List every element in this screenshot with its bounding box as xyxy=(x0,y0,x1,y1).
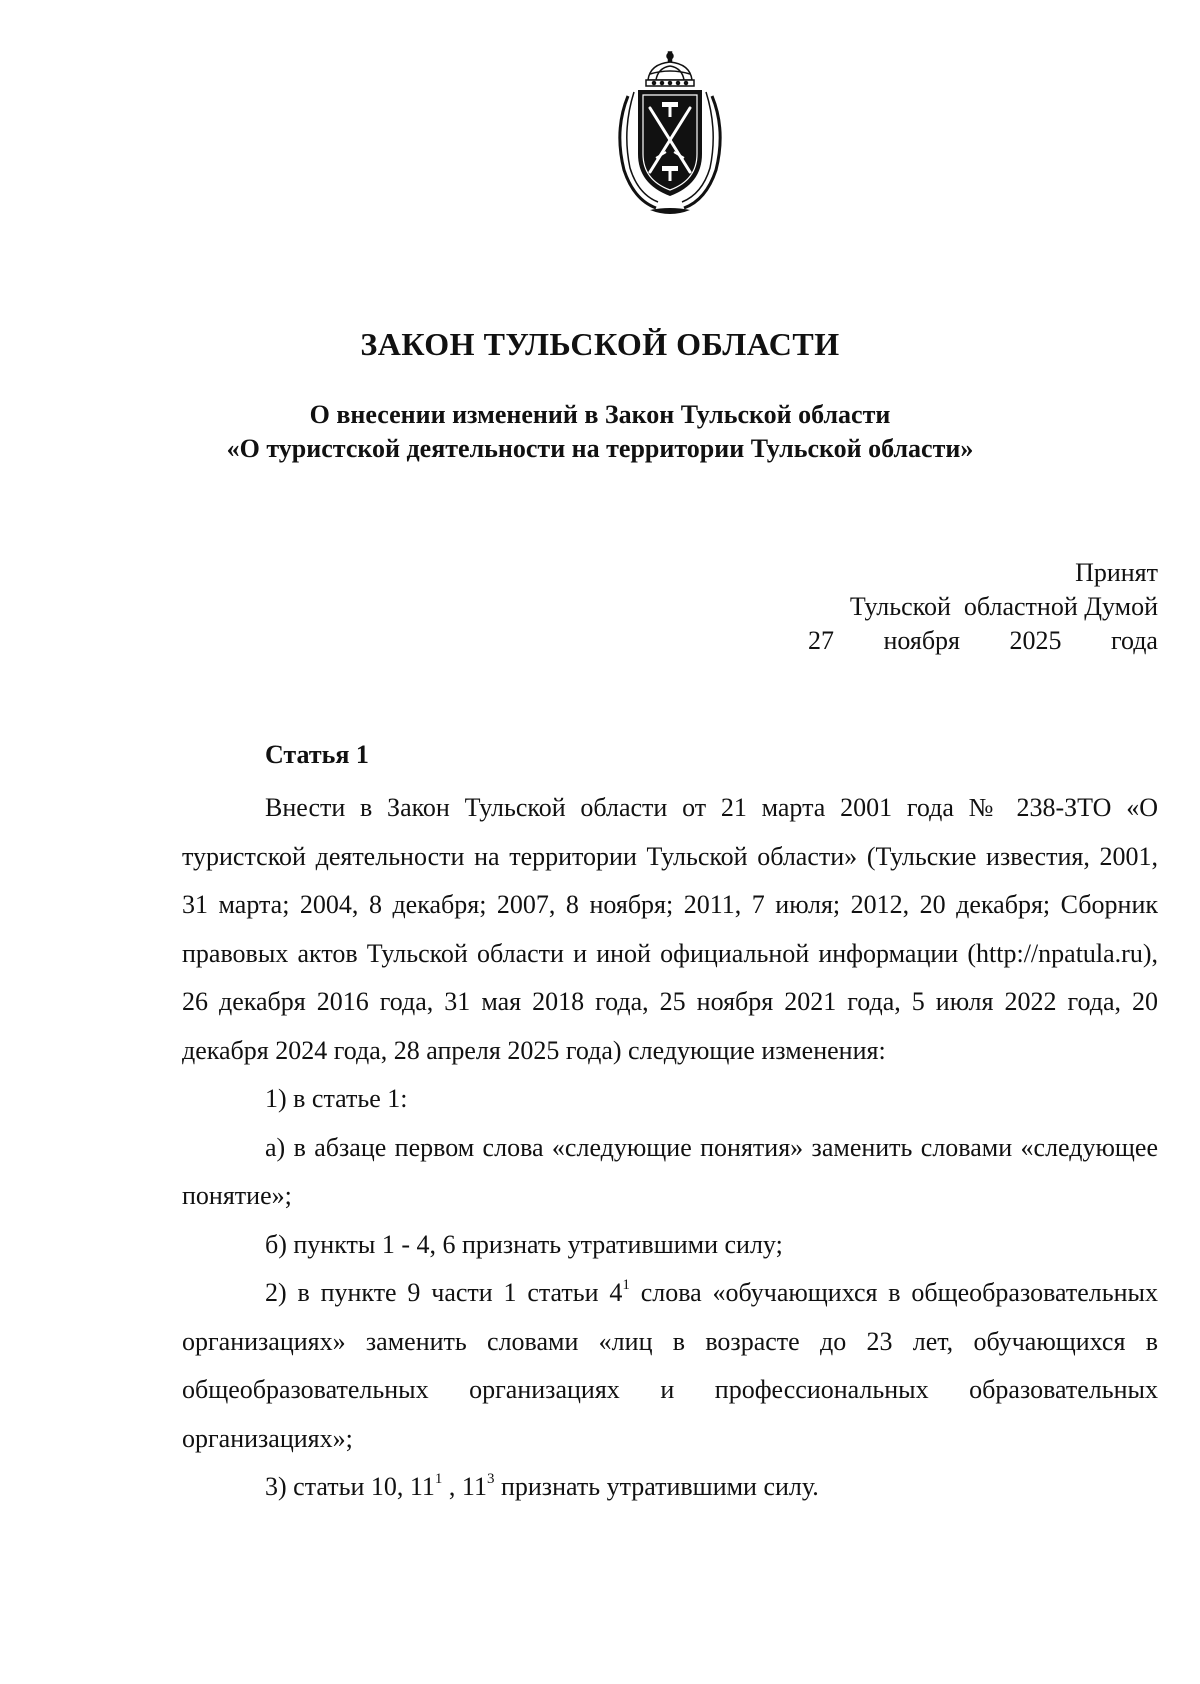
tula-coat-of-arms-icon xyxy=(610,50,730,220)
item3-superscript-2: 3 xyxy=(486,1471,495,1487)
adoption-block xyxy=(808,556,1158,658)
item3-text-mid: , 11 xyxy=(442,1472,487,1501)
article-item-1a: а) в абзаце первом слова «следующие понятия» заменить словами «следующее понятие»; xyxy=(182,1132,1158,1210)
adopted-by: Тульской областной Думой xyxy=(849,592,1158,621)
item3-superscript-1: 1 xyxy=(434,1471,443,1487)
adoption-year-word: года xyxy=(1110,626,1158,655)
adoption-day: 27 xyxy=(808,626,834,655)
adoption-month: ноября xyxy=(883,626,961,655)
item3-text-after: признать утратившими силу. xyxy=(494,1472,819,1501)
item2-text-after: слова «обучающихся в общеобразовательных организациях» заменить словами «лиц в возрасте до 23 лет, обучающихся в общеобразовательных организациях и профессиональных образовательных организациях»; xyxy=(182,1278,1158,1453)
article-item-1: 1) в статье 1: xyxy=(265,1084,408,1113)
article-heading: Статья 1 xyxy=(265,740,369,769)
law-subtitle xyxy=(0,398,1200,466)
law-subtitle-line1: О внесении изменений в Закон Тульской области xyxy=(309,400,891,429)
law-subtitle-line2: «О туристской деятельности на территории Тульской области» xyxy=(226,434,974,463)
adoption-date xyxy=(808,624,1158,658)
article-item-1b: б) пункты 1 - 4, 6 признать утратившими силу; xyxy=(265,1229,783,1259)
adopted-label: Принят xyxy=(1075,558,1158,587)
item2-text-before: 2) в пункте 9 части 1 статьи 4 xyxy=(265,1278,623,1307)
article-item-2 xyxy=(182,1269,1158,1463)
article-item-3 xyxy=(182,1463,1158,1512)
article-body xyxy=(182,784,1158,1512)
item3-text-before: 3) статьи 10, 11 xyxy=(265,1472,435,1501)
article-intro: Внести в Закон Тульской области от 21 марта 2001 года № 238-ЗТО «О туристской деятельности на территории Тульской области» (Тульские известия, 2001, 31 марта; 2004, 8 декабря; 2007, 8 ноября; 2011, 7 июля; 2012, 20 декабря; Сборник правовых актов Тульской области и иной официальной информации (http://npatula.ru), 26 декабря 2016 года, 31 мая 2018 года, 25 ноября 2021 года, 5 июля 2022 года, 20 декабря 2024 года, 28 апреля 2025 года) следующие изменения: xyxy=(182,793,1158,1065)
item2-superscript: 1 xyxy=(622,1277,630,1293)
adoption-year: 2025 xyxy=(1009,626,1062,655)
law-title: ЗАКОН ТУЛЬСКОЙ ОБЛАСТИ xyxy=(360,326,840,362)
